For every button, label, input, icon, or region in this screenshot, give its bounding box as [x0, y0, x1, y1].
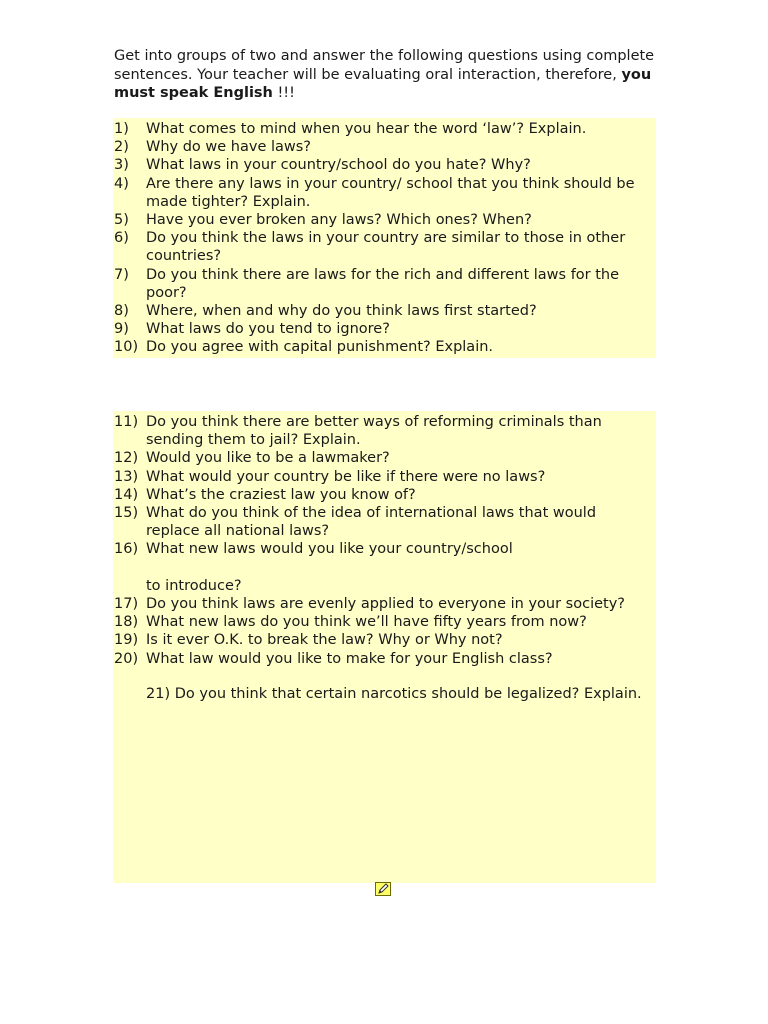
question-number: 17)	[114, 596, 139, 613]
question-text: What new laws do you think we’ll have fifty years from now?	[146, 614, 587, 631]
question-number: 15)	[114, 505, 139, 522]
question-number: 13)	[114, 468, 139, 485]
question-number: 2)	[114, 139, 129, 156]
question-number: 14)	[114, 486, 139, 503]
question-text: Do you agree with capital punishment? Explain.	[146, 339, 494, 356]
question-item	[114, 320, 654, 338]
questions-list-1	[114, 120, 654, 357]
question-item	[114, 229, 654, 265]
question-number: 4)	[114, 175, 129, 192]
question-text: Would you like to be a lawmaker?	[146, 450, 390, 467]
question-number: 9)	[114, 321, 129, 338]
pencil-edit-icon[interactable]	[375, 882, 391, 896]
question-text: Why do we have laws?	[146, 139, 312, 156]
question-item	[114, 504, 654, 540]
question-item	[114, 613, 654, 631]
question-item	[114, 468, 654, 486]
blank-line	[114, 559, 654, 577]
question-number: 19)	[114, 632, 139, 649]
instructions-tail: !!!	[272, 85, 295, 101]
question-number: 8)	[114, 303, 129, 320]
question-number: 7)	[114, 266, 129, 283]
question-text: What do you think of the idea of international laws that would replace all national laws?	[146, 505, 597, 540]
questions-block-2	[113, 411, 656, 883]
instructions-emphasis: you must speak English	[114, 66, 652, 101]
questions-block-1	[113, 118, 656, 358]
instructions-text	[114, 47, 659, 103]
question-number: 16)	[114, 541, 139, 558]
question-number	[114, 577, 146, 595]
question-item	[114, 631, 654, 649]
question-item	[114, 486, 654, 504]
question-item	[114, 211, 654, 229]
question-item	[114, 650, 654, 668]
question-text: Where, when and why do you think laws first started?	[146, 303, 537, 320]
question-21: 21) Do you think that certain narcotics should be legalized? Explain.	[146, 686, 642, 702]
question-number: 20)	[114, 650, 139, 667]
question-text: Do you think there are laws for the rich and different laws for the poor?	[146, 266, 620, 301]
question-text: Do you think laws are evenly applied to everyone in your society?	[146, 596, 625, 613]
question-item	[114, 413, 654, 449]
question-number: 12)	[114, 450, 139, 467]
question-item	[114, 449, 654, 467]
question-text: Are there any laws in your country/ school that you think should be made tighter? Explain.	[146, 175, 635, 210]
question-text: What comes to mind when you hear the word ‘law’? Explain.	[146, 121, 587, 137]
question-number: 5)	[114, 212, 129, 229]
question-item	[114, 595, 654, 613]
question-text: Have you ever broken any laws? Which ones? When?	[146, 212, 532, 229]
question-text: What’s the craziest law you know of?	[146, 486, 416, 503]
question-text: What would your country be like if there were no laws?	[146, 468, 546, 485]
question-text: Do you think the laws in your country are similar to those in other countries?	[146, 230, 626, 265]
question-number: 3)	[114, 157, 129, 174]
questions-list-2	[114, 413, 654, 668]
question-item	[114, 540, 654, 558]
question-text: Is it ever O.K. to break the law? Why or Why not?	[146, 632, 503, 649]
question-item	[114, 577, 654, 595]
question-text: What new laws would you like your country/school	[146, 541, 513, 558]
question-number: 1)	[114, 121, 129, 137]
question-number: 6)	[114, 230, 129, 247]
question-number: 18)	[114, 614, 139, 631]
question-item	[114, 302, 654, 320]
question-text: What law would you like to make for your English class?	[146, 650, 553, 667]
question-text: What laws in your country/school do you hate? Why?	[146, 157, 531, 174]
question-text: Do you think there are better ways of reforming criminals than sending them to jail? Explain.	[146, 414, 602, 449]
question-item	[114, 175, 654, 211]
question-item	[114, 138, 654, 156]
question-number: 10)	[114, 339, 139, 356]
question-text: What laws do you tend to ignore?	[146, 321, 390, 338]
instructions-paragraph	[114, 47, 659, 103]
question-number: 11)	[114, 414, 139, 430]
question-item	[114, 338, 654, 356]
question-text: to introduce?	[146, 577, 242, 594]
question-item	[114, 156, 654, 174]
question-item	[114, 120, 654, 138]
instructions-lead: Get into groups of two and answer the following questions using complete sentences. Your teacher will be evaluating oral interaction, therefore,	[114, 48, 655, 83]
question-item	[114, 266, 654, 302]
